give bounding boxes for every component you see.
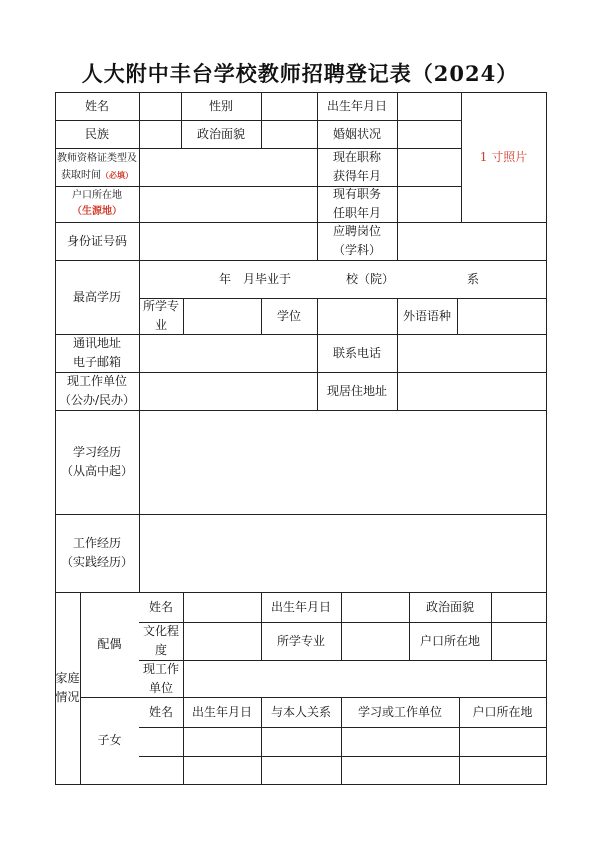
input-spouse-education[interactable] bbox=[183, 622, 261, 660]
label-address-email: 通讯地址 电子邮箱 bbox=[72, 336, 121, 369]
input-hukou[interactable] bbox=[139, 186, 317, 222]
children-header-relation: 与本人关系 bbox=[270, 704, 331, 719]
label-current-title: 现在职称 获得年月 bbox=[332, 150, 381, 183]
photo-box[interactable]: 1 寸照片 bbox=[479, 149, 528, 164]
label-spouse-name: 姓名 bbox=[148, 599, 173, 614]
label-teacher-cert: 教师资格证类型及 获取时间（必填） bbox=[57, 152, 137, 181]
label-major: 所学专 业 bbox=[142, 299, 179, 332]
label-name: 姓名 bbox=[84, 98, 109, 113]
label-political: 政治面貌 bbox=[196, 126, 245, 141]
label-spouse-major: 所学专业 bbox=[276, 633, 325, 648]
input-phone[interactable] bbox=[397, 334, 546, 372]
input-work-unit[interactable] bbox=[139, 372, 317, 410]
label-foreign-language: 外语语种 bbox=[402, 308, 451, 323]
input-id-number[interactable] bbox=[139, 222, 317, 260]
label-phone: 联系电话 bbox=[332, 345, 381, 360]
input-teacher-cert[interactable] bbox=[139, 148, 317, 186]
label-gender: 性别 bbox=[208, 98, 233, 113]
children-row-2[interactable] bbox=[139, 756, 546, 784]
input-spouse-hukou[interactable] bbox=[491, 622, 546, 660]
input-current-post[interactable] bbox=[397, 186, 461, 222]
input-spouse-birth[interactable] bbox=[341, 592, 409, 622]
label-spouse-birth: 出生年月日 bbox=[270, 599, 331, 614]
input-address-email[interactable] bbox=[139, 334, 317, 372]
input-major[interactable] bbox=[183, 298, 261, 334]
label-spouse-political: 政治面貌 bbox=[425, 599, 474, 614]
label-study-history: 学习经历 （从高中起） bbox=[60, 445, 133, 478]
input-apply-post[interactable] bbox=[397, 222, 546, 260]
label-birth: 出生年月日 bbox=[326, 98, 387, 113]
input-residence[interactable] bbox=[397, 372, 546, 410]
label-children: 子女 bbox=[97, 733, 122, 747]
label-ethnicity: 民族 bbox=[84, 126, 109, 141]
input-work-history[interactable] bbox=[139, 514, 546, 592]
children-header-unit: 学习或工作单位 bbox=[357, 704, 442, 719]
input-study-history[interactable] bbox=[139, 410, 546, 514]
label-spouse-education: 文化程 度 bbox=[142, 624, 179, 657]
input-spouse-name[interactable] bbox=[183, 592, 261, 622]
input-political[interactable] bbox=[261, 120, 317, 148]
required-note: （必填） bbox=[101, 169, 133, 180]
input-birth[interactable] bbox=[397, 92, 461, 120]
children-header-hukou: 户口所在地 bbox=[472, 704, 533, 719]
input-spouse-political[interactable] bbox=[491, 592, 546, 622]
label-work-unit: 现工作单位 （公办/民办） bbox=[58, 374, 136, 407]
input-gender[interactable] bbox=[261, 92, 317, 120]
grid-vline bbox=[546, 92, 547, 785]
input-degree[interactable] bbox=[317, 298, 397, 334]
input-spouse-major[interactable] bbox=[341, 622, 409, 660]
children-row-1[interactable] bbox=[139, 727, 546, 756]
graduation-line[interactable]: 年 月毕业于 校（院） 系 bbox=[219, 271, 480, 286]
children-header-name: 姓名 bbox=[148, 704, 173, 719]
label-current-post: 现有职务 任职年月 bbox=[332, 187, 381, 220]
label-id-number: 身份证号码 bbox=[66, 233, 127, 248]
input-ethnicity[interactable] bbox=[139, 120, 181, 148]
label-spouse-work-unit: 现工作 单位 bbox=[142, 661, 179, 695]
label-residence: 现居住地址 bbox=[326, 383, 387, 398]
input-spouse-work-unit[interactable] bbox=[183, 660, 546, 697]
label-degree: 学位 bbox=[276, 308, 301, 323]
input-marital[interactable] bbox=[397, 120, 461, 148]
label-work-history: 工作经历 （实践经历） bbox=[60, 536, 133, 569]
label-spouse: 配偶 bbox=[97, 637, 122, 651]
label-apply-post: 应聘岗位 （学科） bbox=[332, 224, 381, 257]
label-family: 家庭 情况 bbox=[55, 671, 80, 704]
input-foreign-language[interactable] bbox=[457, 298, 546, 334]
grid-hline bbox=[55, 784, 547, 785]
page-title: 人大附中丰台学校教师招聘登记表（2024） bbox=[81, 61, 519, 86]
input-name[interactable] bbox=[139, 92, 181, 120]
label-highest-education: 最高学历 bbox=[72, 289, 121, 304]
children-header-birth: 出生年月日 bbox=[191, 704, 252, 719]
label-marital: 婚姻状况 bbox=[332, 126, 381, 141]
label-spouse-hukou: 户口所在地 bbox=[419, 633, 480, 648]
input-current-title[interactable] bbox=[397, 148, 461, 186]
label-hukou: 户口所在地 （生源地） bbox=[72, 190, 122, 217]
